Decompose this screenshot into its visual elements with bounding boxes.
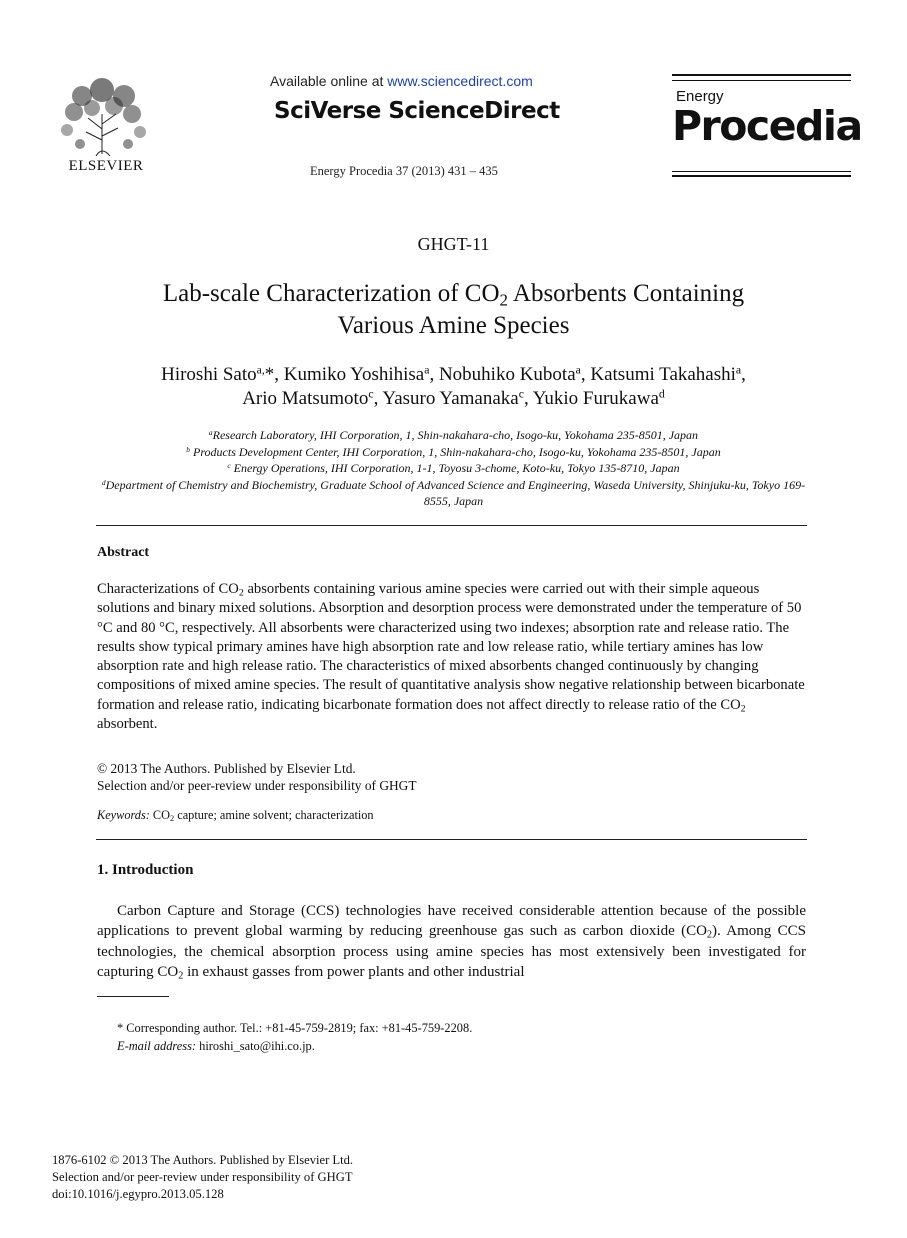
available-prefix: Available online at [270,73,388,89]
author: Yukio Furukawa$^d$ [532,387,665,409]
author: Ario Matsumoto$^c$, [242,387,383,409]
journal-rule [672,74,851,76]
journal-super-title: Energy [676,88,724,105]
corresponding-author: * Corresponding author. Tel.: +81-45-759-2819; fax: +81-45-759-2208. [117,1021,473,1035]
footnote-rule [97,996,169,997]
journal-logo [672,74,862,177]
peer-review-note: Selection and/or peer-review under responsibility of GHGT [52,1170,353,1184]
keywords-label: Keywords: [97,808,150,822]
author: Nobuhiko Kubota$^a$, [438,363,591,385]
intro-heading: 1. Introduction [97,862,194,878]
affiliation: $^c$ Energy Operations, IHI Corporation, 1-1, Toyosu 3-chome, Koto-ku, Tokyo 135-8710, Japan [227,460,680,475]
footnote [117,1019,472,1055]
author: Hiroshi Sato$^{a,}$*, [161,363,284,385]
section-divider [96,839,807,840]
doi: doi:10.1016/j.egypro.2013.05.128 [52,1187,224,1201]
author: Katsumi Takahashi$^a$, [590,363,746,385]
affiliations [96,427,811,510]
platform-logo-text: SciVerse ScienceDirect [274,98,560,124]
publisher-name: ELSEVIER [68,158,144,174]
email-line: E-mail address: hiroshi_sato@ihi.co.jp. [117,1039,315,1053]
available-online-line [270,73,533,89]
affiliation: $^d$Department of Chemistry and Biochemistry, Graduate School of Advanced Science and Engineering, Waseda University, Shinjuku-ku, Tokyo 169-8555, Japan [101,477,806,508]
sciencedirect-link[interactable]: www.sciencedirect.com [387,73,533,89]
abstract-text: Characterizations of $CO_2$ absorbents containing various amine species were carried out with their simple aqueous solutions and binary mixed solutions. Absorption and desorption process were demonstrated under the temperature of 50 °C and 80 °C, respectively. All absorbents were characterized using two indexes; absorption rate and release ratio. The results show typical primary amines have high absorption rate and low release ratio, while tertiary amines has low absorption rate and high release ratio. The characteristics of mixed absorbents changed continuously by changing compositions of mixed amine species. The result of quantitative analysis show negative relationship between bicarbonate formation and release ratio, indicating bicarbonate formation does not affect directly to release ratio of the $CO_2$ absorbent. [97,581,805,733]
intro-paragraph: Carbon Capture and Storage (CCS) technologies have received considerable attention because of the possible applications to prevent global warming by reducing greenhouse gas such as carbon dioxide $(CO_2)$. Among CCS technologies, the chemical absorption process using amine species has most extensively been investigated for capturing $CO_2$ in exhaust gasses from power plants and other industrial [97,903,806,982]
journal-citation: Energy Procedia 37 (2013) 431 – 435 [310,164,498,178]
author: Kumiko Yoshihisa$^a$, [283,363,439,385]
journal-rule [672,171,851,172]
affiliation: $^a$Research Laboratory, IHI Corporation, 1, Shin-nakahara-cho, Isogo-ku, Yokohama 235-8501, Japan [208,427,699,442]
author-list [90,363,817,411]
journal-main-title: Procedia [672,102,862,150]
journal-rule [672,175,851,177]
journal-rule [672,80,851,81]
keywords: Keywords: $CO_2$ capture; amine solvent; characterization [97,808,374,824]
affiliation: $^b$ Products Development Center, IHI Corporation, 1, Shin-nakahara-cho, Isogo-ku, Yokohama 235-8501, Japan [186,444,721,459]
issn-copyright: 1876-6102 © 2013 The Authors. Published by Elsevier Ltd. [52,1153,354,1167]
abstract-heading: Abstract [97,545,150,560]
section-divider [96,525,807,526]
paper-title: Lab-scale Characterization of $CO_2$ Absorbents Containing Various Amine Species [162,280,745,339]
conference-name: GHGT-11 [417,234,490,254]
author: Yasuro Yamanaka$^c$, [382,387,533,409]
abstract-copyright: © 2013 The Authors. Published by Elsevier Ltd. Selection and/or peer-review under responsibility of GHGT [97,761,417,793]
page-footer [52,1152,353,1203]
